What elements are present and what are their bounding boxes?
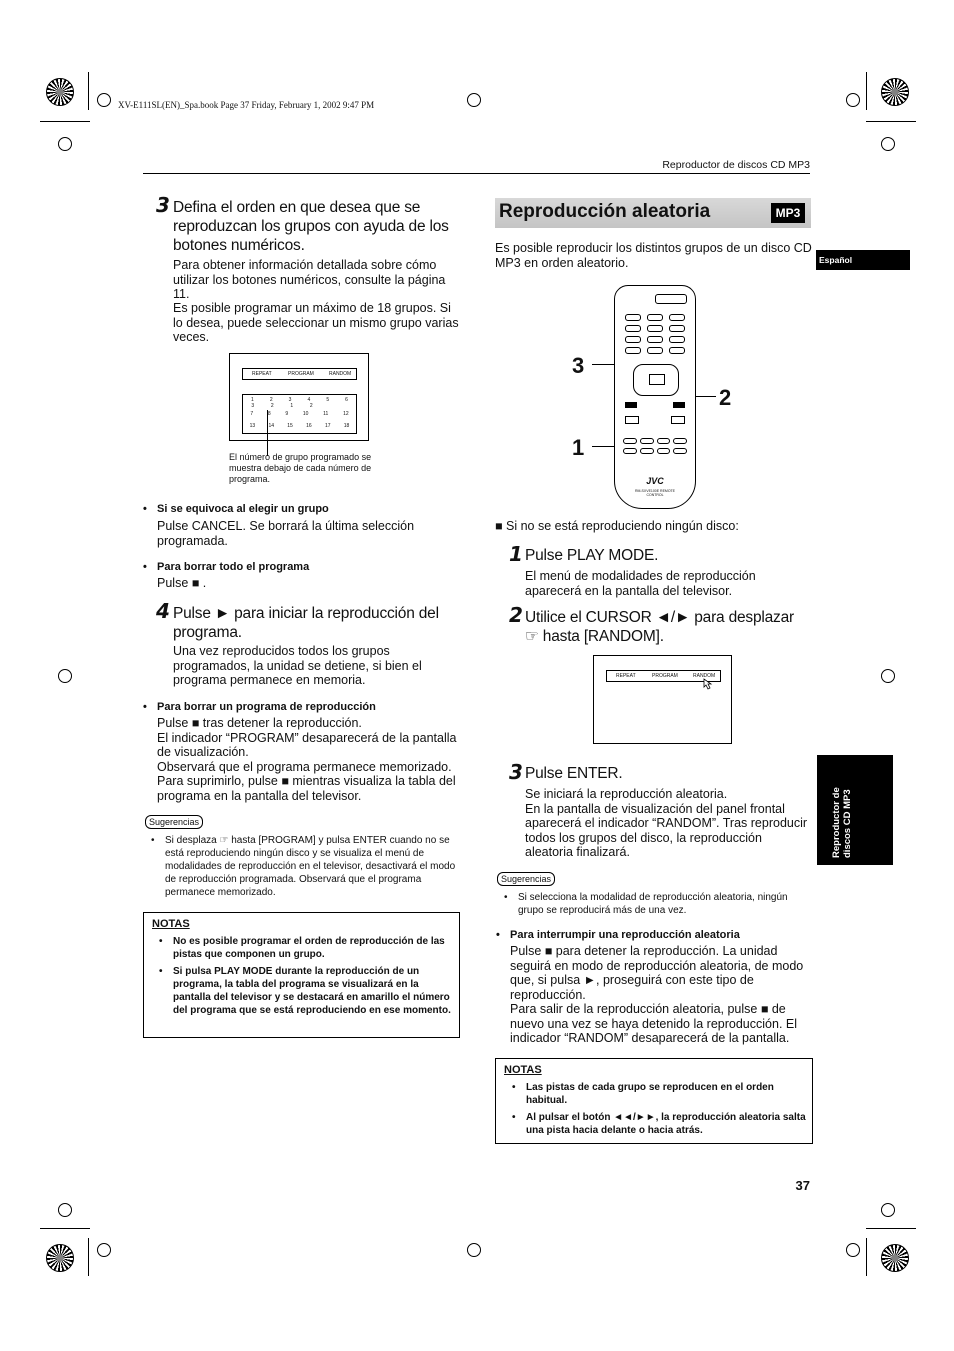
r-step-1-body: El menú de modalidades de reproducción aparecerá en la pantalla del televisor. <box>525 569 756 598</box>
step-3-heading: Defina el orden en que desea que se reproduzcan los grupos con ayuda de los botones numéricos. <box>173 199 449 254</box>
tips-label-right: Sugerencias <box>497 872 555 886</box>
notas-left <box>143 912 460 1038</box>
notas-left-item: • No es posible programar el orden de reproducción de las pistas que componen un grupo. <box>173 935 458 961</box>
intro-text: Es posible reproducir los distintos grupos de un disco CD MP3 en orden aleatorio. <box>495 241 812 270</box>
r-step-3-number: 3 <box>509 760 523 784</box>
program-screen <box>229 353 369 441</box>
r-step-2-number: 2 <box>509 603 523 627</box>
menu-repeat: REPEAT <box>252 371 272 377</box>
menu-random: RANDOM <box>693 673 716 679</box>
remote-skip-row <box>625 402 685 408</box>
remote-top-button <box>655 294 687 304</box>
step-3-body-1: Para obtener información detallada sobre cómo utilizar los botones numéricos, consulte la página 11. <box>173 258 446 301</box>
tip-left-text: • Si desplaza ☞ hasta [PROGRAM] y pulsa ENTER cuando no se está reproduciendo ningún disco y se visualiza el menú de modalidades de reproducción en el televisor, desactivará el modo de reproducción programada. Observará que el programa permanece memorizado. <box>165 834 460 899</box>
step-3-body-2: Es posible programar un máximo de 18 grupos. Si lo desea, puede seleccionar un mismo grupo varias veces. <box>173 301 459 344</box>
step-4-body: Una vez reproducidos todos los grupos programados, la unidad se detiene, si bien el programa permanece en memoria. <box>173 644 422 687</box>
precondition: ■ Si no se está reproduciendo ningún disco: <box>495 519 739 533</box>
bullet-3-title: • Para borrar un programa de reproducción <box>157 700 376 715</box>
remote-lower-buttons <box>623 438 687 454</box>
notas-right-title: NOTAS <box>504 1064 542 1076</box>
section-title-bar <box>495 198 811 228</box>
notas-right-list <box>500 1081 816 1141</box>
program-row-2: 7 8 9 10 11 12 <box>250 411 349 417</box>
tip-right-text: • Si selecciona la modalidad de reproducción aleatoria, ningún grupo se reproducirá más de una vez. <box>518 891 808 917</box>
mp3-badge: MP3 <box>771 203 805 223</box>
bullet-1-text: Pulse CANCEL. Se borrará la última selección programada. <box>157 519 415 548</box>
r-step-1-number: 1 <box>509 542 523 566</box>
program-row-3: 13 14 15 16 17 18 <box>249 423 350 429</box>
language-tab: Español <box>816 250 910 270</box>
menu-repeat: REPEAT <box>616 673 636 679</box>
notas-left-item: • Si pulsa PLAY MODE durante la reproducción de un programa, la tabla del programa se visualizará en la pantalla del televisor y se destacará en amarillo el número del programa que se está reproduciendo en ese momento. <box>173 965 458 1017</box>
program-row-1-index: 1 2 3 4 5 6 <box>251 397 348 403</box>
notas-right-item: • Las pistas de cada grupo se reproducen en el orden habitual. <box>526 1081 816 1107</box>
menu-program: PROGRAM <box>288 371 314 377</box>
notas-right <box>495 1058 813 1144</box>
menu-program: PROGRAM <box>652 673 678 679</box>
program-row-1-values: 3 2 1 2 <box>251 403 313 409</box>
tips-label-left: Sugerencias <box>145 815 203 829</box>
r-step-3-body: Se iniciará la reproducción aleatoria. En la pantalla de visualización del panel frontal aparecerá el indicador “RANDOM”. Tras reproducir todos los grupos del disco, la reproducción aleatoria finalizará. <box>525 787 808 859</box>
callout-3: 3 <box>572 353 585 378</box>
bullet-1-title: • Si se equivoca al elegir un grupo <box>157 502 329 517</box>
notas-right-item: • Al pulsar el botón ◄◄/►►, la reproducción aleatoria salta una pista hacia delante o hacia atrás. <box>526 1111 816 1137</box>
remote-enter-key <box>649 374 665 385</box>
r-bullet-title: • Para interrumpir una reproducción aleatoria <box>510 928 740 943</box>
bullet-2-title: • Para borrar todo el programa <box>157 560 309 575</box>
remote-transport-row <box>625 416 685 424</box>
book-header: XV-E111SL(EN)_Spa.book Page 37 Friday, February 1, 2002 9:47 PM <box>118 100 375 110</box>
page-number: 37 <box>795 1178 810 1193</box>
caption-leader <box>267 410 268 456</box>
step-4-number: 4 <box>156 599 170 623</box>
bullet-3-text: Pulse ■ tras detener la reproducción. El indicador “PROGRAM” desaparecerá de la pantalla de visualización. Observará que el programa permanece memorizado. Para suprimirlo, pulse ■ mientras visualiza la tabla del programa en la pantalla del televisor. <box>157 716 457 803</box>
section-title: Reproducción aleatoria <box>499 201 711 222</box>
program-menu-bar <box>242 368 357 380</box>
r-step-1-heading: Pulse PLAY MODE. <box>525 547 659 564</box>
callout-2: 2 <box>719 385 732 410</box>
header-rule <box>143 173 810 174</box>
r-bullet-text: Pulse ■ para detener la reproducción. La unidad seguirá en modo de reproducción aleatoria, de modo que, si pulsa ►, proseguirá con este tipo de reproducción. Para salir de la reproducción aleatoria, pulse ■ de nuevo una vez se haya detenido la reproducción. El indicador “RANDOM” desaparecerá de la pantalla. <box>510 944 804 1045</box>
notas-left-title: NOTAS <box>152 918 190 930</box>
running-header: Reproductor de discos CD MP3 <box>662 159 810 171</box>
remote-brand: JVC <box>646 476 664 486</box>
section-tab <box>817 755 893 865</box>
r-step-2-heading: Utilice el CURSOR ◄/► para desplazar ☞ hasta [RANDOM]. <box>525 609 794 645</box>
step-3-number: 3 <box>156 193 170 217</box>
menu-random: RANDOM <box>329 371 352 377</box>
remote-model: RM-SXVE100E REMOTE CONTROL <box>634 489 676 497</box>
callout-1: 1 <box>572 435 585 460</box>
pointer-hand-icon <box>702 678 714 690</box>
bullet-2-text: Pulse ■ . <box>157 576 207 590</box>
remote-cursor-pad <box>633 364 679 396</box>
step-4-heading: Pulse ► para iniciar la reproducción del programa. <box>173 605 439 641</box>
section-tab-label: Reproductor de discos CD MP3 <box>831 787 853 858</box>
notas-left-list <box>147 935 458 1021</box>
r-step-3-heading: Pulse ENTER. <box>525 765 623 782</box>
remote-control <box>614 285 696 509</box>
program-caption: El número de grupo programado se muestra debajo de cada número de programa. <box>229 452 372 484</box>
remote-number-pad <box>625 314 685 354</box>
program-grid <box>242 394 357 434</box>
random-screen <box>593 655 732 744</box>
